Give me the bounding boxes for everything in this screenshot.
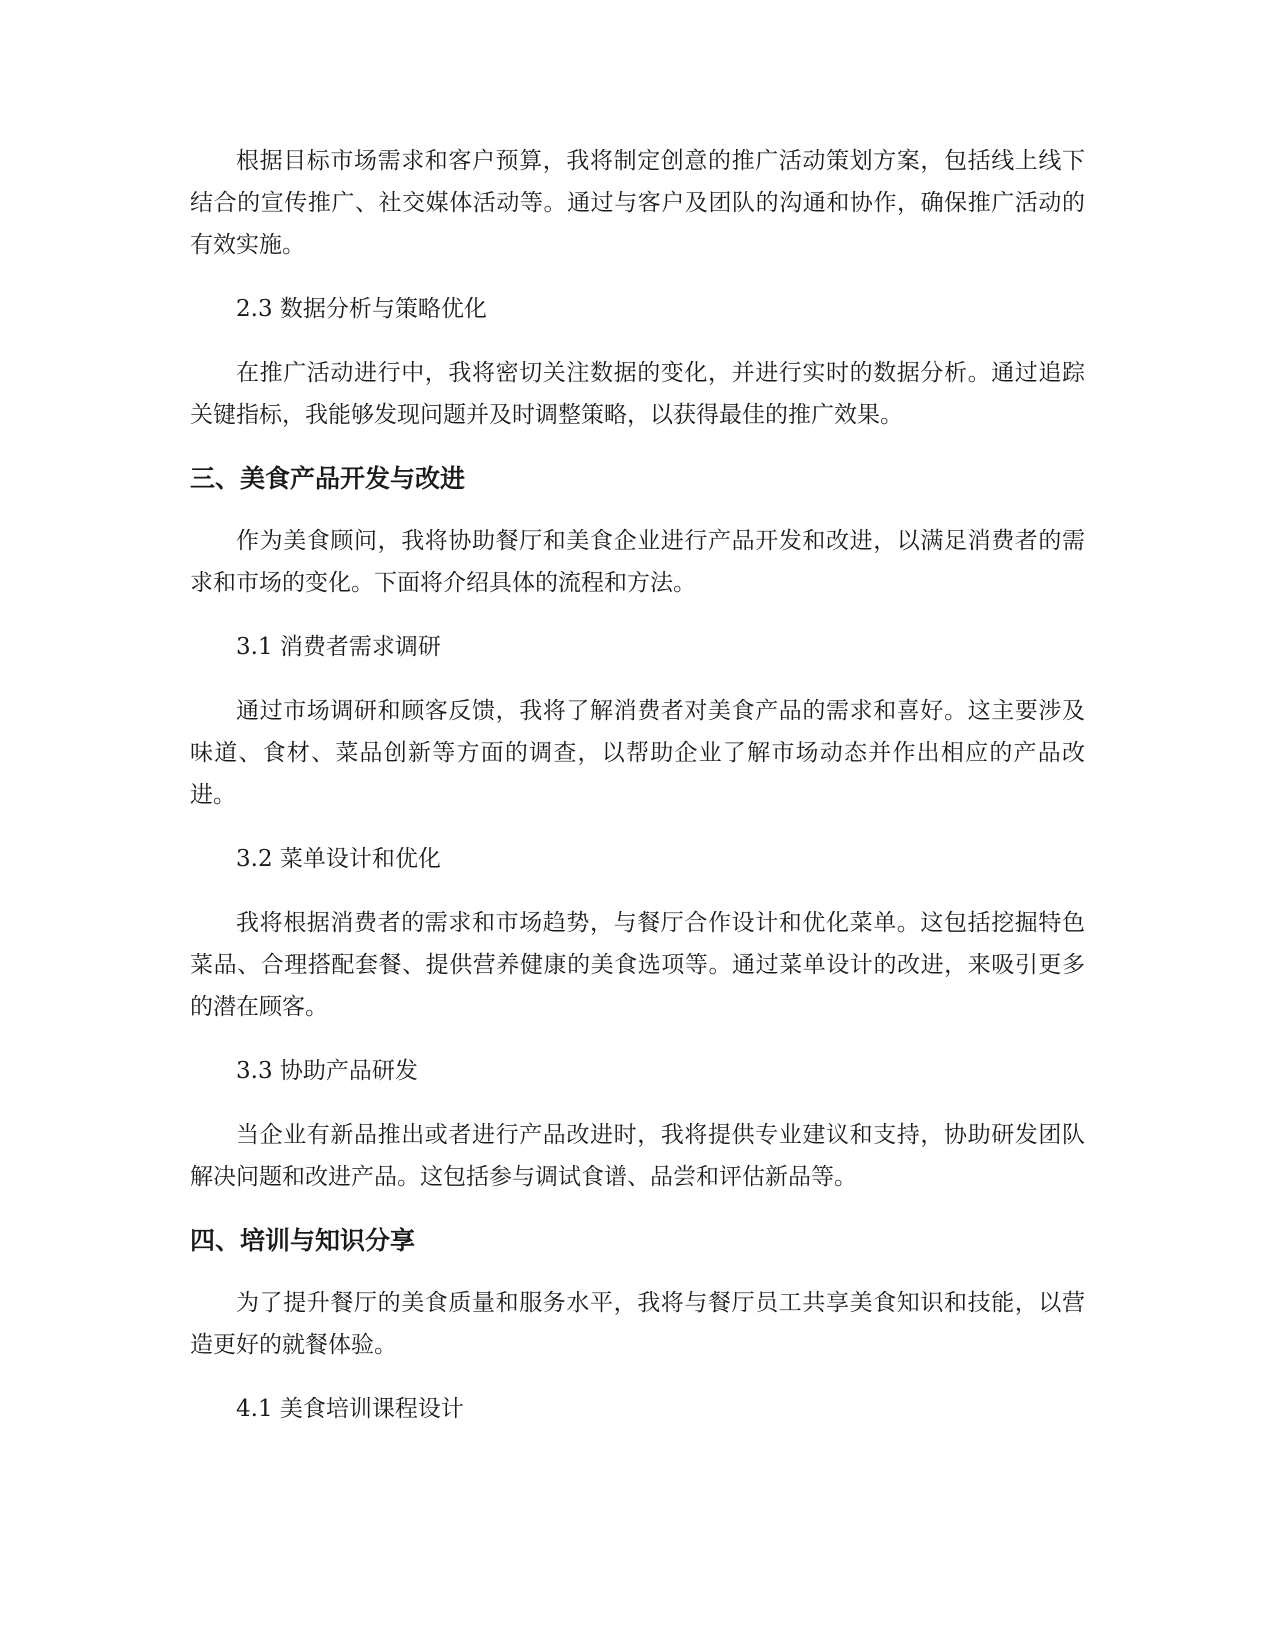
- paragraph-product-dev-intro: 作为美食顾问，我将协助餐厅和美食企业进行产品开发和改进，以满足消费者的需求和市场的变化。下面将介绍具体的流程和方法。: [190, 528, 1085, 596]
- section-title-4: 四、培训与知识分享: [190, 1226, 416, 1255]
- subheading-3-1: 3.1 消费者需求调研: [236, 634, 441, 660]
- section-title-3: 三、美食产品开发与改进: [190, 464, 466, 493]
- paragraph-menu-design: 我将根据消费者的需求和市场趋势，与餐厅合作设计和优化菜单。这包括挖掘特色菜品、合理搭配套餐、提供营养健康的美食选项等。通过菜单设计的改进，来吸引更多的潜在顾客。: [190, 910, 1085, 1020]
- paragraph-data-analysis: 在推广活动进行中，我将密切关注数据的变化，并进行实时的数据分析。通过追踪关键指标，我能够发现问题并及时调整策略，以获得最佳的推广效果。: [190, 360, 1085, 428]
- subheading-3-3: 3.3 协助产品研发: [236, 1058, 418, 1084]
- paragraph-consumer-research: 通过市场调研和顾客反馈，我将了解消费者对美食产品的需求和喜好。这主要涉及味道、食材、菜品创新等方面的调查，以帮助企业了解市场动态并作出相应的产品改进。: [190, 698, 1085, 808]
- subheading-2-3: 2.3 数据分析与策略优化: [236, 296, 487, 322]
- paragraph-product-rnd: 当企业有新品推出或者进行产品改进时，我将提供专业建议和支持，协助研发团队解决问题和改进产品。这包括参与调试食谱、品尝和评估新品等。: [190, 1122, 1085, 1190]
- subheading-3-2: 3.2 菜单设计和优化: [236, 846, 441, 872]
- subheading-4-1: 4.1 美食培训课程设计: [236, 1396, 464, 1422]
- paragraph-training-intro: 为了提升餐厅的美食质量和服务水平，我将与餐厅员工共享美食知识和技能，以营造更好的就餐体验。: [190, 1290, 1085, 1358]
- paragraph-promotion-plan: 根据目标市场需求和客户预算，我将制定创意的推广活动策划方案，包括线上线下结合的宣传推广、社交媒体活动等。通过与客户及团队的沟通和协作，确保推广活动的有效实施。: [190, 148, 1085, 258]
